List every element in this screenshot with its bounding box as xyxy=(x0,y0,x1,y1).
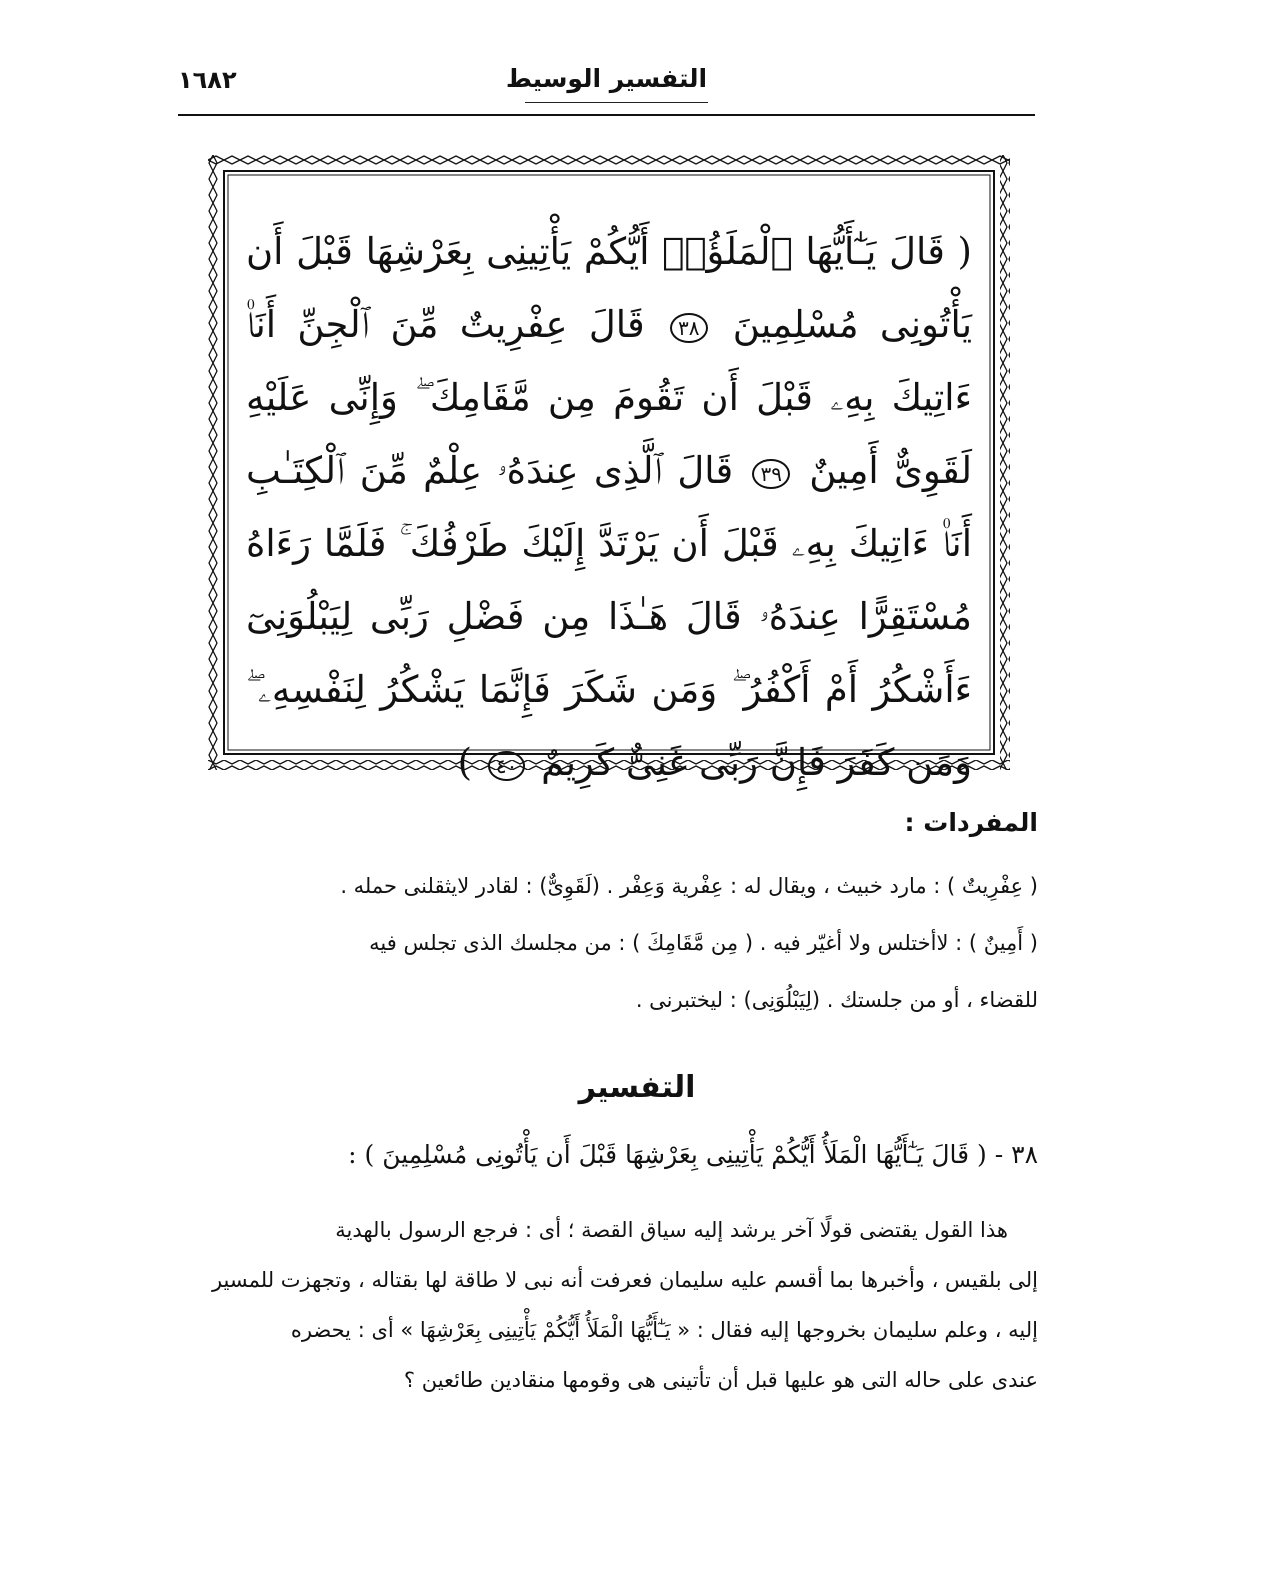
tafsir-verse-heading: ٣٨ - ( قَالَ يَـٰٓأَيُّهَا الْمَلَأُ أَيُّكُمْ يَأْتِينِى بِعَرْشِهَا قَبْلَ أَن يَأْتُونِى مُسْلِمِينَ ) : xyxy=(348,1140,1038,1169)
verse-line: مِّنَ ٱلْكِتَـٰبِ أَنَا۠ ءَاتِيكَ بِهِۦ قَبْلَ أَن يَرْتَدَّ إِلَيْكَ طَرْفُكَ ۚ فَلَمَّا xyxy=(246,449,973,565)
quran-verse-text xyxy=(246,215,972,799)
running-title: التفسير الوسيط xyxy=(505,64,708,93)
vocabulary-line: للقضاء ، أو من جلستك . (لِيَبْلُوَنِى) : ليختبرنى . xyxy=(635,988,1038,1012)
ayah-number-marker: ٤٠ xyxy=(488,751,525,781)
ayah-number-marker: ٣٩ xyxy=(752,459,789,489)
verse-line: رَءَاهُ مُسْتَقِرًّا عِندَهُۥ قَالَ هَـٰذَا مِن فَضْلِ رَبِّى لِيَبْلُوَنِىٓ ءَأَشْكُرُ xyxy=(246,522,972,711)
title-underline xyxy=(525,102,708,103)
ayah-number-marker: ٣٨ xyxy=(670,313,707,343)
verse-line: غَنِىٌّ كَرِيمٌ xyxy=(541,741,688,784)
page-number: ١٦٨٢ xyxy=(178,66,237,94)
vocabulary-heading: المفردات : xyxy=(904,808,1038,837)
tafsir-commentary xyxy=(180,1205,1038,1405)
verse-line: ) xyxy=(457,741,473,784)
running-header xyxy=(178,62,1035,102)
verse-line: ( قَالَ يَـٰٓأَيُّهَا ٱلْمَلَؤُا۟ أَيُّكُمْ يَأْتِينِى بِعَرْشِهَا قَبْلَ أَن يَأْتُونِى xyxy=(246,230,973,346)
verse-frame xyxy=(208,155,1010,784)
commentary-line: إلى بلقيس ، وأخبرها بما أقسم عليه سليمان فعرفت أنه نبى لا طاقة لها بقتاله ، وتجهزت للمسير xyxy=(211,1268,1038,1292)
commentary-line xyxy=(180,1205,1038,1255)
verse-line: أَمْ أَكْفُرُ ۖ وَمَن شَكَرَ فَإِنَّمَا يَشْكُرُ لِنَفْسِهِۦ ۖ وَمَن كَفَرَ فَإِنَّ رَبِّى xyxy=(246,668,972,784)
verse-line: قَالَ ٱلَّذِى عِندَهُۥ عِلْمٌ xyxy=(423,449,734,492)
header-rule xyxy=(178,114,1035,116)
commentary-line: عندى على حاله التى هو عليها قبل أن تأتينى هى وقومها منقادين طائعين ؟ xyxy=(403,1368,1038,1392)
commentary-line: إليه ، وعلم سليمان بخروجها إليه فقال : « يَـٰٓأَيُّهَا الْمَلَأُ أَيُّكُمْ يَأْتِينِى بِعَرْشِهَا » أى : يحضره xyxy=(290,1318,1038,1342)
verse-line: قَالَ عِفْرِيتٌ مِّنَ ٱلْجِنِّ أَنَا۠ ءَاتِيكَ بِهِۦ قَبْلَ أَن تَقُومَ xyxy=(246,303,972,419)
vocabulary-definitions xyxy=(190,858,1038,1029)
vocabulary-line: ( أَمِينٌ ) : لاأختلس ولا أغيّر فيه . ( مِن مَّقَامِكَ ) : من مجلسك الذى تجلس فيه xyxy=(369,931,1038,955)
verse-line: مِن مَّقَامِكَ ۖ وَإِنِّى عَلَيْهِ لَقَوِىٌّ أَمِينٌ xyxy=(246,376,973,492)
tafsir-heading: التفسير xyxy=(578,1070,696,1105)
verse-line: مُسْلِمِينَ xyxy=(732,303,859,346)
commentary-text: هذا القول يقتضى قولًا آخر يرشد إليه سياق القصة ؛ أى : فرجع الرسول بالهدية xyxy=(335,1218,1008,1242)
vocabulary-line: ( عِفْرِيتٌ ) : مارد خبيث ، ويقال له : عِفْرية وَعِفْر . (لَقَوِىٌّ) : لقادر لايثقلنى حمله . xyxy=(340,874,1038,898)
